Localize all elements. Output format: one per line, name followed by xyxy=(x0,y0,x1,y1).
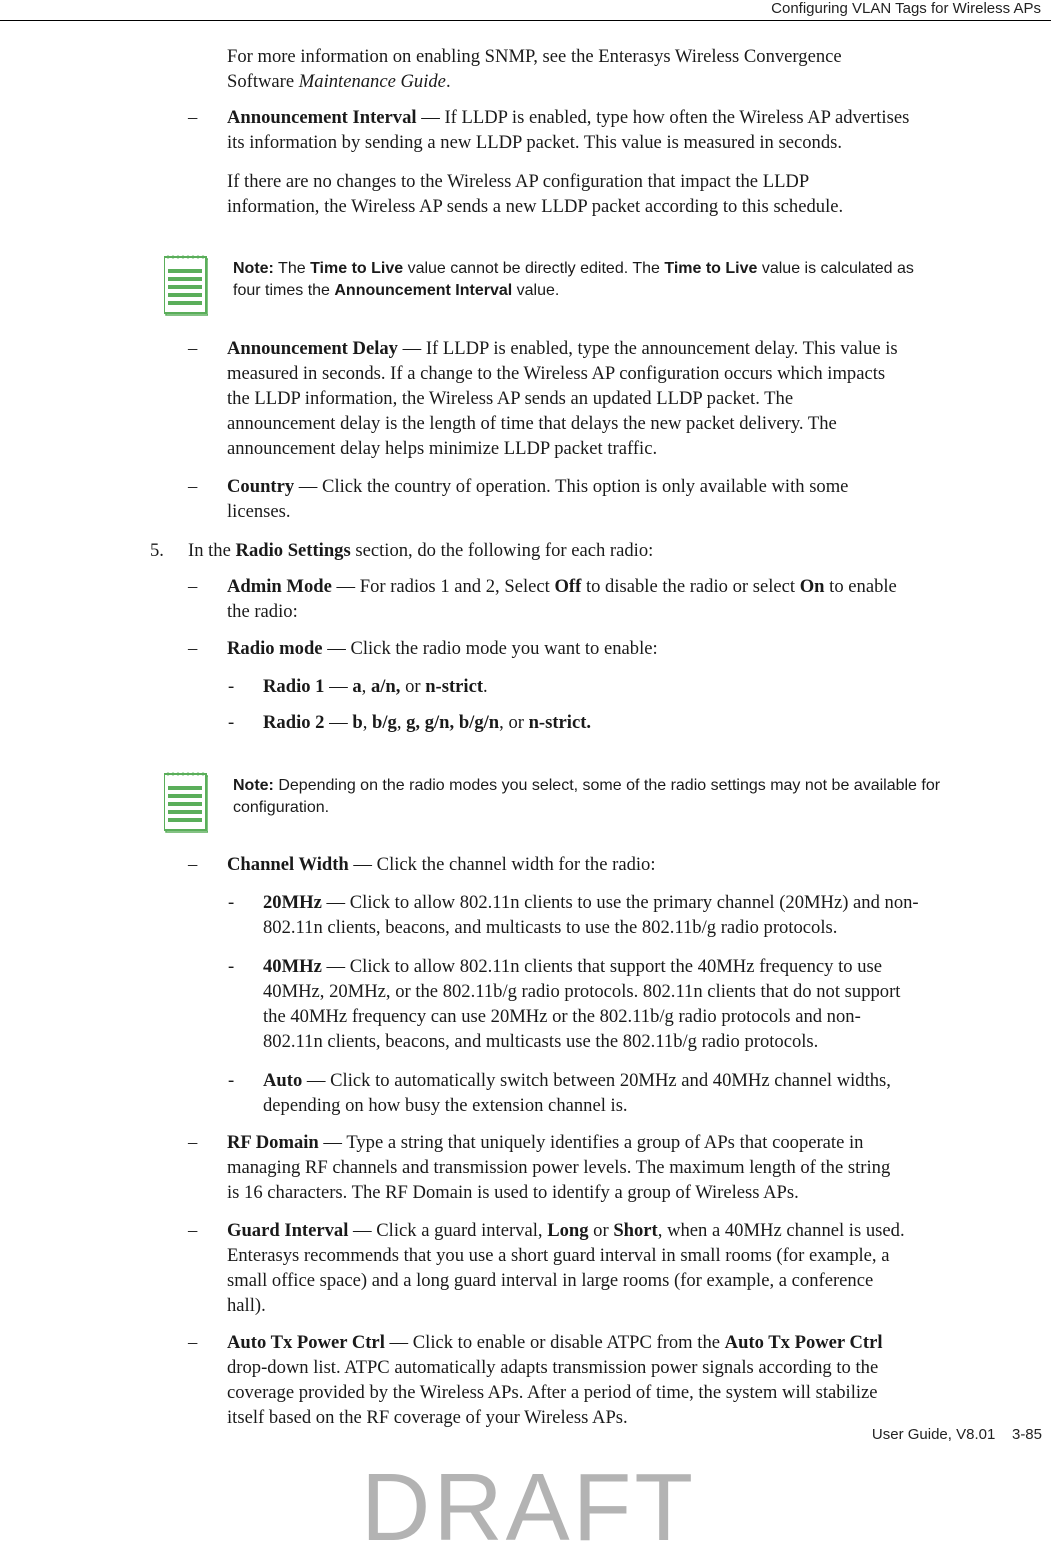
sub-bullet: - xyxy=(228,676,235,697)
snmp-line-1: For more information on enabling SNMP, see the Enterasys Wireless Convergence xyxy=(227,46,842,67)
note-text: Note: The Time to Live value cannot be directly edited. The Time to Live value is calculated as four times the Announcement Interval value. xyxy=(233,260,914,299)
bullet-dash: – xyxy=(188,338,198,359)
40mhz-item: 40MHz — Click to allow 802.11n clients that support the 40MHz frequency to use 40MHz, 20MHz, or the 802.11b/g radio protocols. 802.11n clients that do not support the 40MHz frequency can use 20MHz or the 802.11b/g radio protocols and non- 802.11n clients, beacons, and multicasts use the 802.11b/g radio protocols. xyxy=(263,956,901,1052)
auto-tx-power-item: Auto Tx Power Ctrl — Click to enable or disable ATPC from the Auto Tx Power Ctrl drop-down list. ATPC automatically adapts transmission power signals according to the coverage provided by the Wireless APs. After a period of time, the system will stabilize itself based on the RF coverage of your Wireless APs. xyxy=(227,1332,883,1428)
bullet-dash: – xyxy=(188,854,198,875)
snmp-line-2: Software Maintenance Guide. xyxy=(227,71,451,92)
running-header: Configuring VLAN Tags for Wireless APs xyxy=(771,0,1041,17)
country-item: Country — Click the country of operation. This option is only available with some licenses. xyxy=(227,476,849,522)
20mhz-item: 20MHz — Click to allow 802.11n clients to use the primary channel (20MHz) and non- 802.11n clients, beacons, and multicasts to use the 802.11b/g radio protocols. xyxy=(263,892,919,938)
channel-width-item: Channel Width — Click the channel width for the radio: xyxy=(227,854,656,875)
radio-2-item: Radio 2 — b, b/g, g, g/n, b/g/n, or n-strict. xyxy=(263,712,592,733)
note-text: Note: Depending on the radio modes you select, some of the radio settings may not be available for configuration. xyxy=(233,777,941,816)
snmp-paragraph xyxy=(227,44,842,94)
header-rule xyxy=(0,20,1051,21)
term-announcement-interval: Announcement Interval xyxy=(227,107,417,128)
bullet-dash: – xyxy=(188,576,198,597)
bullet-dash: – xyxy=(188,1220,198,1241)
draft-watermark: DRAFT xyxy=(361,1454,696,1561)
sub-bullet: - xyxy=(228,956,235,977)
term-country: Country xyxy=(227,476,295,497)
rf-domain-item: RF Domain — Type a string that uniquely identifies a group of APs that cooperate in managing RF channels and transmission power levels. The maximum length of the string is 16 characters. The RF Domain is used to identify a group of Wireless APs. xyxy=(227,1132,891,1203)
step-number: 5. xyxy=(150,540,164,561)
step-5-text: In the Radio Settings section, do the following for each radio: xyxy=(188,540,654,561)
radio-1-item: Radio 1 — a, a/n, or n-strict. xyxy=(263,676,488,697)
sub-bullet: - xyxy=(228,712,235,733)
term-announcement-delay: Announcement Delay xyxy=(227,338,398,359)
note-pad-icon xyxy=(164,772,208,834)
bullet-dash: – xyxy=(188,476,198,497)
guard-interval-item: Guard Interval — Click a guard interval, Long or Short, when a 40MHz channel is used. Enterasys recommends that you use a short guard interval in small rooms (for example, a small office space) and a long guard interval in large rooms (for example, a conference hall). xyxy=(227,1220,905,1316)
schedule-paragraph: If there are no changes to the Wireless AP configuration that impact the LLDP information, the Wireless AP sends a new LLDP packet according to this schedule. xyxy=(227,171,844,217)
admin-mode-item: Admin Mode — For radios 1 and 2, Select Off to disable the radio or select On to enable the radio: xyxy=(227,576,897,622)
bullet-dash: – xyxy=(188,638,198,659)
maintenance-guide-title: Maintenance Guide xyxy=(298,71,446,92)
bullet-dash: – xyxy=(188,107,198,128)
announcement-delay-item: Announcement Delay — If LLDP is enabled, type the announcement delay. This value is measured in seconds. If a change to the Wireless AP configuration occurs which impacts the LLDP information, the Wireless AP sends an updated LLDP packet. The announcement delay is the length of time that delays the new packet delivery. The announcement delay helps minimize LLDP packet traffic. xyxy=(227,338,898,459)
sub-bullet: - xyxy=(228,892,235,913)
radio-mode-item: Radio mode — Click the radio mode you want to enable: xyxy=(227,638,658,659)
bullet-dash: – xyxy=(188,1132,198,1153)
bullet-dash: – xyxy=(188,1332,198,1353)
note-pad-icon xyxy=(164,255,208,317)
auto-item: Auto — Click to automatically switch between 20MHz and 40MHz channel widths, depending on how busy the extension channel is. xyxy=(263,1070,891,1116)
announcement-interval-item: Announcement Interval — If LLDP is enabled, type how often the Wireless AP advertises its information by sending a new LLDP packet. This value is measured in seconds. xyxy=(227,107,910,153)
page-footer: User Guide, V8.01 3-85 xyxy=(871,1426,1042,1443)
sub-bullet: - xyxy=(228,1070,235,1091)
